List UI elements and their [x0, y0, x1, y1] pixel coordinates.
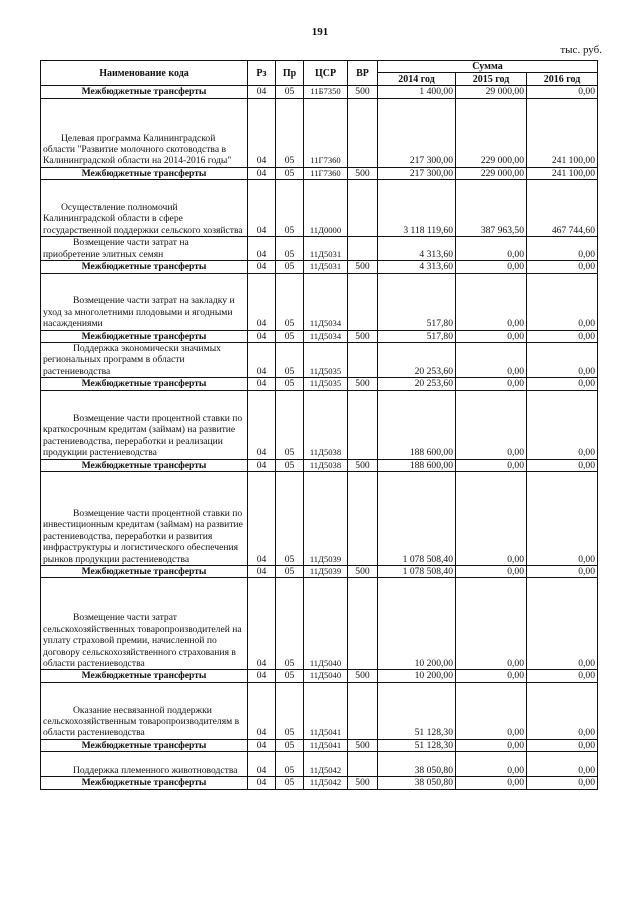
table-row	[41, 566, 598, 578]
row-2014: 3 118 119,60	[378, 180, 456, 237]
table-row	[41, 390, 598, 459]
row-2015: 0,00	[456, 682, 527, 739]
table-row	[41, 237, 598, 261]
row-csr: 11Б7350	[304, 86, 348, 98]
row-vr: 500	[348, 167, 378, 179]
row-name: Целевая программа Калининградской области "Развитие молочного скотоводства в Калининградской области на 2014-2016 годы"	[41, 98, 248, 167]
row-2015: 229 000,00	[456, 167, 527, 179]
row-pr: 05	[276, 777, 304, 789]
row-2015: 0,00	[456, 330, 527, 342]
row-2014: 1 078 508,40	[378, 566, 456, 578]
row-vr	[348, 180, 378, 237]
row-csr: 11Д0000	[304, 180, 348, 237]
row-2016: 0,00	[527, 237, 598, 261]
row-2015: 29 000,00	[456, 86, 527, 98]
row-csr: 11Г7360	[304, 167, 348, 179]
row-rz: 04	[248, 752, 276, 777]
col-header-csr: ЦСР	[304, 61, 348, 86]
row-2014: 188 600,00	[378, 390, 456, 459]
row-rz: 04	[248, 98, 276, 167]
row-rz: 04	[248, 390, 276, 459]
row-pr: 05	[276, 378, 304, 390]
row-vr	[348, 472, 378, 566]
row-name: Межбюджетные трансферты	[41, 670, 248, 682]
row-2016: 0,00	[527, 752, 598, 777]
row-vr: 500	[348, 459, 378, 471]
row-name: Межбюджетные трансферты	[41, 86, 248, 98]
row-csr: 11Д5041	[304, 739, 348, 751]
row-2015: 0,00	[456, 237, 527, 261]
row-rz: 04	[248, 343, 276, 378]
row-2014: 10 200,00	[378, 670, 456, 682]
row-pr: 05	[276, 98, 304, 167]
row-rz: 04	[248, 86, 276, 98]
row-pr: 05	[276, 459, 304, 471]
row-pr: 05	[276, 670, 304, 682]
row-2014: 10 200,00	[378, 578, 456, 670]
row-csr: 11Д5038	[304, 459, 348, 471]
row-2016: 0,00	[527, 578, 598, 670]
row-2015: 0,00	[456, 273, 527, 330]
row-name: Межбюджетные трансферты	[41, 459, 248, 471]
col-header-name: Наименование кода	[41, 61, 248, 86]
col-header-sum: Сумма	[378, 61, 598, 73]
row-vr: 500	[348, 777, 378, 789]
row-vr	[348, 390, 378, 459]
header-row	[41, 61, 598, 73]
row-2015: 387 963,50	[456, 180, 527, 237]
row-pr: 05	[276, 86, 304, 98]
budget-table	[40, 60, 598, 790]
row-vr	[348, 343, 378, 378]
row-csr: 11Д5042	[304, 752, 348, 777]
row-rz: 04	[248, 682, 276, 739]
row-2015: 0,00	[456, 459, 527, 471]
row-2016: 0,00	[527, 682, 598, 739]
row-rz: 04	[248, 777, 276, 789]
row-csr: 11Д5034	[304, 273, 348, 330]
row-2015: 0,00	[456, 566, 527, 578]
row-2014: 51 128,30	[378, 682, 456, 739]
row-2014: 51 128,30	[378, 739, 456, 751]
row-pr: 05	[276, 739, 304, 751]
row-vr	[348, 273, 378, 330]
row-2016: 0,00	[527, 472, 598, 566]
table-row	[41, 273, 598, 330]
row-name: Межбюджетные трансферты	[41, 739, 248, 751]
row-name: Межбюджетные трансферты	[41, 261, 248, 273]
row-csr: 11Д5035	[304, 343, 348, 378]
row-pr: 05	[276, 330, 304, 342]
row-2015: 0,00	[456, 378, 527, 390]
row-pr: 05	[276, 682, 304, 739]
row-vr	[348, 752, 378, 777]
table-row	[41, 670, 598, 682]
row-2016: 241 100,00	[527, 98, 598, 167]
row-2014: 38 050,80	[378, 777, 456, 789]
row-2015: 0,00	[456, 777, 527, 789]
row-name: Осуществление полномочий Калининградской области в сфере государственной поддержки сельского хозяйства	[41, 180, 248, 237]
table-row	[41, 330, 598, 342]
row-vr: 500	[348, 378, 378, 390]
row-pr: 05	[276, 578, 304, 670]
row-2014: 517,80	[378, 273, 456, 330]
row-2015: 0,00	[456, 578, 527, 670]
row-vr: 500	[348, 330, 378, 342]
table-row	[41, 98, 598, 167]
row-vr	[348, 682, 378, 739]
row-2014: 517,80	[378, 330, 456, 342]
row-csr: 11Д5039	[304, 472, 348, 566]
row-csr: 11Д5038	[304, 390, 348, 459]
row-rz: 04	[248, 566, 276, 578]
col-header-pr: Пр	[276, 61, 304, 86]
row-csr: 11Д5031	[304, 261, 348, 273]
row-pr: 05	[276, 343, 304, 378]
row-2014: 20 253,60	[378, 343, 456, 378]
table-row	[41, 578, 598, 670]
table-row	[41, 752, 598, 777]
row-csr: 11Д5040	[304, 578, 348, 670]
row-pr: 05	[276, 390, 304, 459]
row-csr: 11Д5041	[304, 682, 348, 739]
row-2014: 38 050,80	[378, 752, 456, 777]
row-csr: 11Д5039	[304, 566, 348, 578]
row-pr: 05	[276, 237, 304, 261]
table-row	[41, 261, 598, 273]
row-rz: 04	[248, 472, 276, 566]
row-rz: 04	[248, 378, 276, 390]
row-2016: 0,00	[527, 390, 598, 459]
col-header-2016: 2016 год	[527, 73, 598, 86]
row-2015: 229 000,00	[456, 98, 527, 167]
row-name: Оказание несвязанной поддержки сельскохозяйственным товаропроизводителям в области растениеводства	[41, 682, 248, 739]
row-name: Межбюджетные трансферты	[41, 566, 248, 578]
row-2014: 1 078 508,40	[378, 472, 456, 566]
row-name: Возмещение части затрат на закладку и уход за многолетними плодовыми и ягодными насаждениями	[41, 273, 248, 330]
row-name: Поддержка экономически значимых региональных программ в области растениеводства	[41, 343, 248, 378]
row-name: Возмещение части затрат сельскохозяйственных товаропроизводителей на уплату страховой премии, начисленной по договору сельскохозяйственного страхования в области растениеводства	[41, 578, 248, 670]
row-name: Межбюджетные трансферты	[41, 378, 248, 390]
table-row	[41, 472, 598, 566]
row-name: Межбюджетные трансферты	[41, 167, 248, 179]
row-name: Межбюджетные трансферты	[41, 777, 248, 789]
row-2014: 188 600,00	[378, 459, 456, 471]
row-2014: 4 313,60	[378, 237, 456, 261]
row-csr: 11Г7360	[304, 98, 348, 167]
row-pr: 05	[276, 566, 304, 578]
row-2014: 1 400,00	[378, 86, 456, 98]
row-vr: 500	[348, 739, 378, 751]
units-label: тыс. руб.	[560, 44, 602, 56]
row-2016: 0,00	[527, 566, 598, 578]
row-rz: 04	[248, 273, 276, 330]
page-number: 191	[311, 26, 329, 38]
row-rz: 04	[248, 261, 276, 273]
row-name: Возмещение части процентной ставки по краткосрочным кредитам (займам) на развитие растениеводства, переработки и реализации продукции растениеводства	[41, 390, 248, 459]
row-rz: 04	[248, 739, 276, 751]
row-2016: 241 100,00	[527, 167, 598, 179]
row-2016: 0,00	[527, 273, 598, 330]
table-row	[41, 180, 598, 237]
row-vr	[348, 98, 378, 167]
row-csr: 11Д5035	[304, 378, 348, 390]
row-2016: 0,00	[527, 739, 598, 751]
table-row	[41, 378, 598, 390]
row-2016: 0,00	[527, 777, 598, 789]
row-csr: 11Д5031	[304, 237, 348, 261]
row-name: Возмещение части затрат на приобретение элитных семян	[41, 237, 248, 261]
row-2015: 0,00	[456, 752, 527, 777]
row-rz: 04	[248, 180, 276, 237]
table-row	[41, 167, 598, 179]
row-2015: 0,00	[456, 390, 527, 459]
row-vr	[348, 237, 378, 261]
row-csr: 11Д5042	[304, 777, 348, 789]
row-csr: 11Д5040	[304, 670, 348, 682]
row-2015: 0,00	[456, 343, 527, 378]
row-rz: 04	[248, 578, 276, 670]
table-row	[41, 777, 598, 789]
row-2014: 4 313,60	[378, 261, 456, 273]
table-row	[41, 343, 598, 378]
row-pr: 05	[276, 472, 304, 566]
row-rz: 04	[248, 330, 276, 342]
row-rz: 04	[248, 167, 276, 179]
row-2016: 0,00	[527, 86, 598, 98]
row-pr: 05	[276, 261, 304, 273]
row-2016: 0,00	[527, 330, 598, 342]
row-2016: 467 744,60	[527, 180, 598, 237]
row-name: Межбюджетные трансферты	[41, 330, 248, 342]
col-header-2015: 2015 год	[456, 73, 527, 86]
row-rz: 04	[248, 670, 276, 682]
row-pr: 05	[276, 167, 304, 179]
row-2015: 0,00	[456, 739, 527, 751]
row-name: Поддержка племенного животноводства	[41, 752, 248, 777]
row-csr: 11Д5034	[304, 330, 348, 342]
row-2015: 0,00	[456, 472, 527, 566]
col-header-2014: 2014 год	[378, 73, 456, 86]
col-header-rz: Рз	[248, 61, 276, 86]
row-vr: 500	[348, 86, 378, 98]
row-rz: 04	[248, 237, 276, 261]
row-2016: 0,00	[527, 261, 598, 273]
row-name: Возмещение части процентной ставки по инвестиционным кредитам (займам) на развитие растениеводства, переработки и развития инфраструктуры и логистического обеспечения рынков продукции растениеводства	[41, 472, 248, 566]
row-2014: 20 253,60	[378, 378, 456, 390]
row-pr: 05	[276, 752, 304, 777]
row-vr: 500	[348, 566, 378, 578]
col-header-vr: ВР	[348, 61, 378, 86]
table-row	[41, 682, 598, 739]
row-vr: 500	[348, 670, 378, 682]
row-2016: 0,00	[527, 378, 598, 390]
row-2016: 0,00	[527, 459, 598, 471]
row-2014: 217 300,00	[378, 167, 456, 179]
row-vr: 500	[348, 261, 378, 273]
row-pr: 05	[276, 180, 304, 237]
table-row	[41, 739, 598, 751]
row-2015: 0,00	[456, 261, 527, 273]
row-2016: 0,00	[527, 343, 598, 378]
row-rz: 04	[248, 459, 276, 471]
row-vr	[348, 578, 378, 670]
table-row	[41, 459, 598, 471]
row-2015: 0,00	[456, 670, 527, 682]
row-2014: 217 300,00	[378, 98, 456, 167]
row-2016: 0,00	[527, 670, 598, 682]
table-row	[41, 86, 598, 98]
row-pr: 05	[276, 273, 304, 330]
